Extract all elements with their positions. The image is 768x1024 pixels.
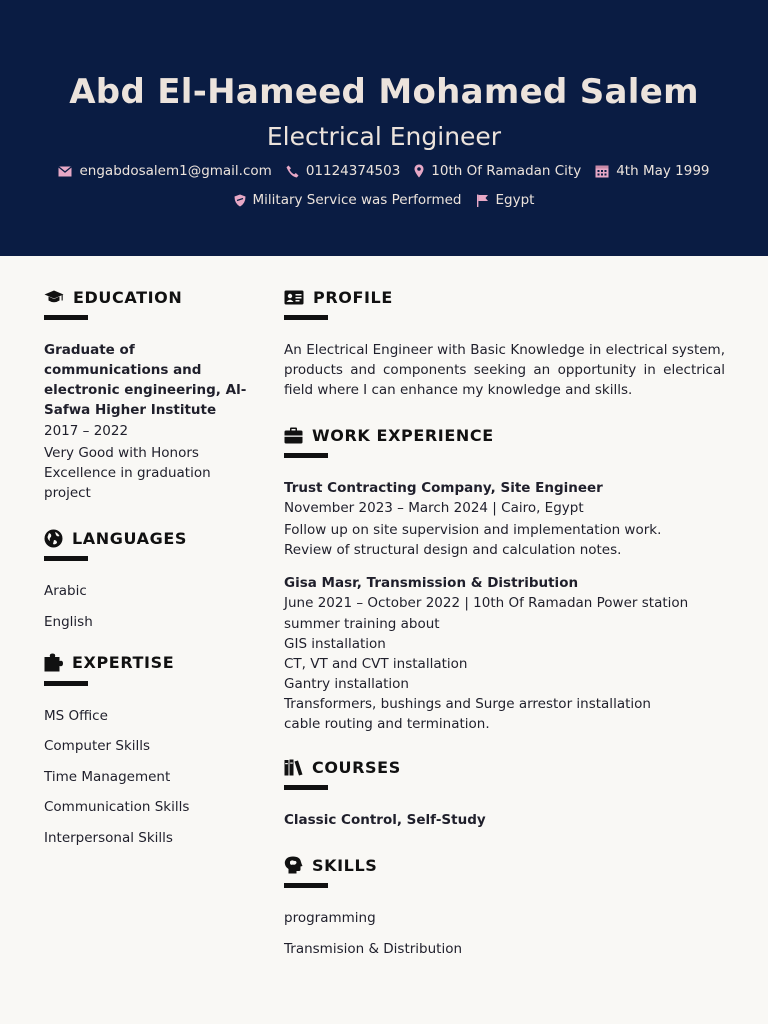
education-grade: Very Good with Honors <box>44 445 199 461</box>
section-title: COURSES <box>312 757 401 777</box>
course-item: Classic Control, Self-Study <box>284 812 486 828</box>
section-title: EDUCATION <box>73 287 183 307</box>
expertise-item: Interpersonal Skills <box>44 829 173 846</box>
job-entry <box>284 478 725 560</box>
contact-phone[interactable] <box>286 163 400 179</box>
section-title: EXPERTISE <box>72 653 175 672</box>
work-section <box>284 424 725 734</box>
section-underline <box>44 556 88 561</box>
right-column <box>284 286 725 969</box>
skill-item: programming <box>284 910 376 926</box>
brain-head-icon <box>284 856 303 874</box>
left-column <box>44 286 259 858</box>
section-underline <box>284 883 328 888</box>
nationality <box>476 192 535 208</box>
section-header <box>284 854 725 876</box>
job-line: Gantry installation <box>284 676 409 692</box>
language-item: English <box>44 613 93 630</box>
profile-section <box>284 286 725 400</box>
section-title: LANGUAGES <box>72 528 187 548</box>
profile-text: An Electrical Engineer with Basic Knowledge in electrical system, products and components seeking an opportunity in electrical field where I can enhance my knowledge and skills. <box>284 342 725 398</box>
globe-icon <box>44 529 63 548</box>
military-status <box>234 192 462 208</box>
section-underline <box>44 681 88 686</box>
expertise-item: MS Office <box>44 707 108 724</box>
section-underline <box>284 315 328 320</box>
resume-header <box>0 0 768 256</box>
flag-icon <box>476 194 489 207</box>
section-underline <box>284 785 328 790</box>
email-icon <box>58 166 72 177</box>
section-title: WORK EXPERIENCE <box>312 425 494 445</box>
section-header <box>44 652 259 674</box>
location-text: 10th Of Ramadan City <box>431 163 582 179</box>
job-title: Trust Contracting Company, Site Engineer <box>284 480 603 496</box>
job-entry <box>284 573 725 735</box>
skills-section <box>284 854 725 959</box>
job-line: cable routing and termination. <box>284 716 490 732</box>
phone-text: 01124374503 <box>305 163 401 179</box>
education-project: Excellence in graduation project <box>44 465 211 501</box>
job-line: Transformers, bushings and Surge arrestor installation <box>284 696 651 712</box>
contact-birthdate <box>595 163 709 179</box>
contact-row <box>0 163 768 179</box>
nationality-text: Egypt <box>495 192 535 208</box>
job-line: Follow up on site supervision and implementation work. <box>284 521 662 538</box>
shield-icon <box>234 194 246 207</box>
job-line: Review of structural design and calculation notes. <box>284 541 622 558</box>
expertise-section <box>44 652 259 848</box>
section-title: SKILLS <box>312 855 378 875</box>
job-line: CT, VT and CVT installation <box>284 656 468 672</box>
language-item: Arabic <box>44 583 87 599</box>
courses-section <box>284 756 725 830</box>
expertise-item: Computer Skills <box>44 738 151 754</box>
job-meta: June 2021 – October 2022 | 10th Of Ramadan Power station <box>284 594 689 611</box>
education-degree: Graduate of communications and electronic engineering, Al-Safwa Higher Institute <box>44 342 247 418</box>
section-header <box>284 756 725 778</box>
section-header <box>284 424 725 446</box>
books-icon <box>284 759 303 776</box>
calendar-icon <box>595 164 609 178</box>
full-name: Abd El-Hameed Mohamed Salem <box>69 72 699 112</box>
birthdate-text: 4th May 1999 <box>616 163 710 179</box>
briefcase-icon <box>284 427 303 444</box>
job-line: GIS installation <box>284 636 386 652</box>
puzzle-icon <box>44 653 63 672</box>
expertise-item: Time Management <box>44 768 171 785</box>
job-meta: November 2023 – March 2024 | Cairo, Egypt <box>284 500 584 516</box>
section-header <box>44 527 259 549</box>
skill-item: Transmision & Distribution <box>284 940 463 957</box>
section-header <box>284 286 725 308</box>
id-card-icon <box>284 290 304 305</box>
section-underline <box>284 453 328 458</box>
job-title: Electrical Engineer <box>266 122 502 151</box>
job-title: Gisa Masr, Transmission & Distribution <box>284 574 579 591</box>
section-title: PROFILE <box>313 287 393 307</box>
contact-location <box>414 163 581 179</box>
map-pin-icon <box>414 164 424 178</box>
job-line: summer training about <box>284 616 440 632</box>
education-years: 2017 – 2022 <box>44 423 129 439</box>
section-underline <box>44 315 88 320</box>
military-text: Military Service was Performed <box>252 192 462 208</box>
email-text: engabdosalem1@gmail.com <box>79 163 272 179</box>
languages-section <box>44 527 259 632</box>
contact-row-2 <box>0 192 768 208</box>
education-section <box>44 286 259 503</box>
phone-icon <box>286 165 299 178</box>
section-header <box>44 286 259 308</box>
contact-email[interactable] <box>58 163 271 179</box>
expertise-item: Communication Skills <box>44 799 190 815</box>
graduation-cap-icon <box>44 290 64 304</box>
